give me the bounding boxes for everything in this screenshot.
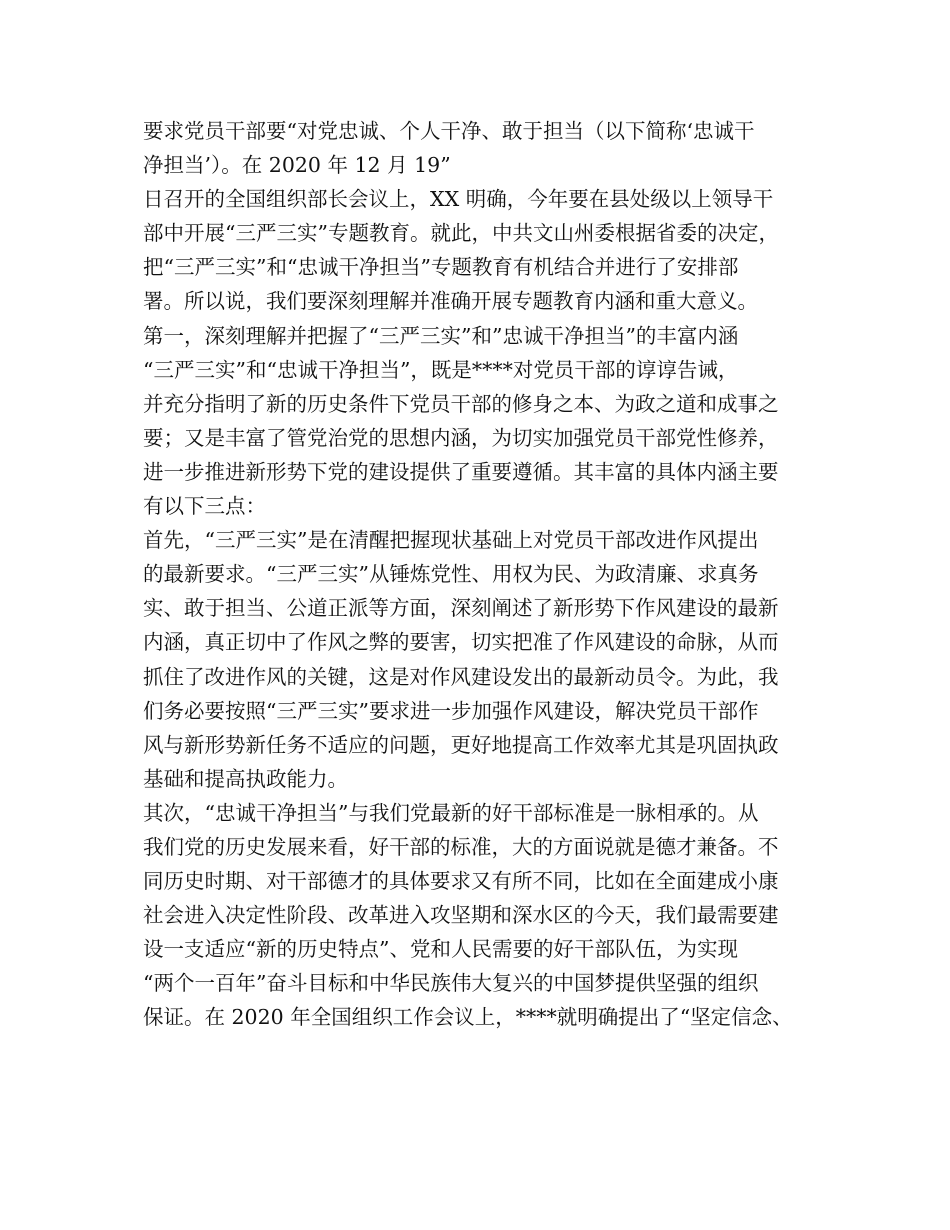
text-line: 署。所以说，我们要深刻理解并准确开展专题教育内涵和重大意义。	[143, 289, 758, 314]
text-line: 并充分指明了新的历史条件下党员干部的修身之本、为政之道和成事之	[143, 391, 779, 416]
text-line: “两个一百年”奋斗目标和中华民族伟大复兴的中国梦提供坚强的组织	[143, 971, 759, 996]
text-line: 要求党员干部要“对党忠诚、个人干净、敢于担当（以下简称‘忠诚干	[143, 119, 755, 143]
text-line: 社会进入决定性阶段、改革进入攻坚期和深水区的今天，我们最需要建	[143, 903, 779, 928]
text-line: 进一步推进新形势下党的建设提供了重要遵循。其丰富的具体内涵主要	[143, 459, 779, 484]
text-line: 们务必要按照“三严三实”要求进一步加强作风建设，解决党员干部作	[143, 698, 759, 723]
text-line: 净担当’）。在 2020 年 12 月 19”	[143, 153, 451, 178]
text-line: 首先，“三严三实”是在清醒把握现状基础上对党员干部改进作风提出	[143, 528, 759, 553]
text-line: 有以下三点：	[143, 494, 266, 519]
text-line: 我们党的历史发展来看，好干部的标准，大的方面说就是德才兼备。不	[143, 834, 779, 859]
text-line: 同历史时期、对干部德才的具体要求又有所不同，比如在全面建成小康	[143, 869, 779, 894]
text-line: 实、敢于担当、公道正派等方面，深刻阐述了新形势下作风建设的最新	[143, 596, 779, 621]
text-line: 抓住了改进作风的关键，这是对作风建设发出的最新动员令。为此，我	[143, 664, 779, 689]
text-line: 设一支适应“新的历史特点”、党和人民需要的好干部队伍，为实现	[143, 937, 738, 962]
text-line: “三严三实”和“忠诚干净担当”，既是****对党员干部的谆谆告诫，	[143, 357, 739, 382]
text-line: 的最新要求。“三严三实”从锤炼党性、用权为民、为政清廉、求真务	[143, 562, 759, 587]
text-line: 把“三严三实”和“忠诚干净担当”专题教育有机结合并进行了安排部	[143, 255, 739, 280]
text-line: 要；又是丰富了管党治党的思想内涵，为切实加强党员干部党性修养，	[143, 425, 779, 450]
text-line: 其次，“忠诚干净担当”与我们党最新的好干部标准是一脉相承的。从	[143, 800, 759, 825]
text-line: 日召开的全国组织部长会议上，XX 明确，今年要在县处级以上领导干	[143, 187, 774, 212]
body-text	[143, 114, 833, 1035]
text-line: 内涵，真正切中了作风之弊的要害，切实把准了作风建设的命脉，从而	[143, 630, 779, 655]
text-line: 基础和提高执政能力。	[143, 766, 348, 791]
text-line: 保证。在 2020 年全国组织工作会议上，****就明确提出了“坚定信念、	[143, 1005, 793, 1030]
text-line: 部中开展“三严三实”专题教育。就此，中共文山州委根据省委的决定，	[143, 221, 779, 246]
text-line: 风与新形势新任务不适应的问题，更好地提高工作效率尤其是巩固执政	[143, 732, 779, 757]
text-line: 第一，深刻理解并把握了“三严三实”和”忠诚干净担当”的丰富内涵	[143, 323, 739, 348]
